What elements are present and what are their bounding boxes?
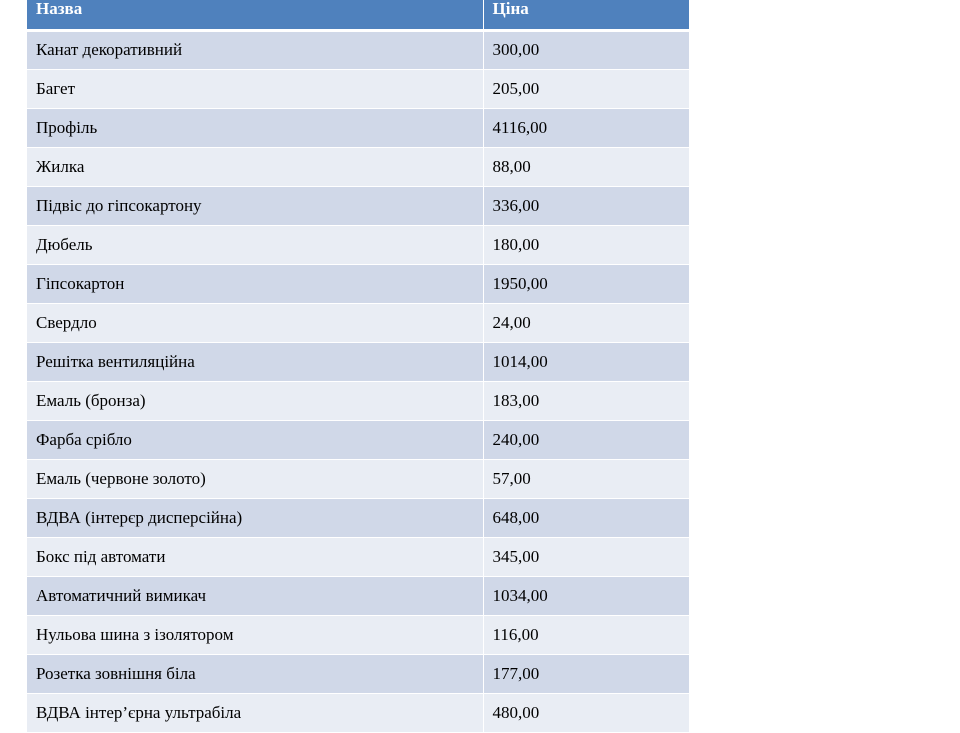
item-name-cell: Канат декоративний	[27, 30, 483, 69]
item-name-cell: Жилка	[27, 147, 483, 186]
item-price-cell: 4116,00	[483, 108, 689, 147]
item-price-cell: 300,00	[483, 30, 689, 69]
table-body	[27, 30, 689, 732]
item-price-cell: 183,00	[483, 381, 689, 420]
item-price-cell: 57,00	[483, 459, 689, 498]
table-row	[27, 30, 689, 69]
item-price-cell: 180,00	[483, 225, 689, 264]
table-row	[27, 264, 689, 303]
item-name-cell: Підвіс до гіпсокартону	[27, 186, 483, 225]
item-price-cell: 648,00	[483, 498, 689, 537]
table-row	[27, 615, 689, 654]
item-price-cell: 345,00	[483, 537, 689, 576]
table-row	[27, 654, 689, 693]
table-row	[27, 225, 689, 264]
item-price-cell: 1014,00	[483, 342, 689, 381]
table-row	[27, 303, 689, 342]
item-name-cell: ВДВА (інтерєр дисперсійна)	[27, 498, 483, 537]
item-name-cell: Бокс під автомати	[27, 537, 483, 576]
item-name-cell: Решітка вентиляційна	[27, 342, 483, 381]
table-row	[27, 381, 689, 420]
item-price-cell: 240,00	[483, 420, 689, 459]
table-row	[27, 186, 689, 225]
item-name-cell: Багет	[27, 69, 483, 108]
item-price-cell: 177,00	[483, 654, 689, 693]
item-name-cell: Гіпсокартон	[27, 264, 483, 303]
item-price-cell: 1950,00	[483, 264, 689, 303]
item-name-cell: Профіль	[27, 108, 483, 147]
item-name-cell: Емаль (бронза)	[27, 381, 483, 420]
item-price-cell: 88,00	[483, 147, 689, 186]
table-row	[27, 147, 689, 186]
table-row	[27, 537, 689, 576]
table-row	[27, 498, 689, 537]
table-header	[27, 0, 689, 30]
item-name-cell: Автоматичний вимикач	[27, 576, 483, 615]
item-name-cell: Нульова шина з ізолятором	[27, 615, 483, 654]
item-name-cell: Розетка зовнішня біла	[27, 654, 483, 693]
table-row	[27, 693, 689, 732]
table-row	[27, 69, 689, 108]
item-price-cell: 336,00	[483, 186, 689, 225]
item-name-cell: Дюбель	[27, 225, 483, 264]
item-price-cell: 1034,00	[483, 576, 689, 615]
header-name: Назва	[27, 0, 483, 30]
item-price-cell: 24,00	[483, 303, 689, 342]
item-name-cell: Фарба срібло	[27, 420, 483, 459]
header-price: Ціна	[483, 0, 689, 30]
item-price-cell: 116,00	[483, 615, 689, 654]
item-name-cell: Свердло	[27, 303, 483, 342]
item-price-cell: 480,00	[483, 693, 689, 732]
item-name-cell: Емаль (червоне золото)	[27, 459, 483, 498]
item-name-cell: ВДВА інтер’єрна ультрабіла	[27, 693, 483, 732]
table-row	[27, 342, 689, 381]
header-row	[27, 0, 689, 30]
price-table	[27, 0, 689, 733]
item-price-cell: 205,00	[483, 69, 689, 108]
table-row	[27, 459, 689, 498]
table-row	[27, 108, 689, 147]
table-row	[27, 420, 689, 459]
table-row	[27, 576, 689, 615]
